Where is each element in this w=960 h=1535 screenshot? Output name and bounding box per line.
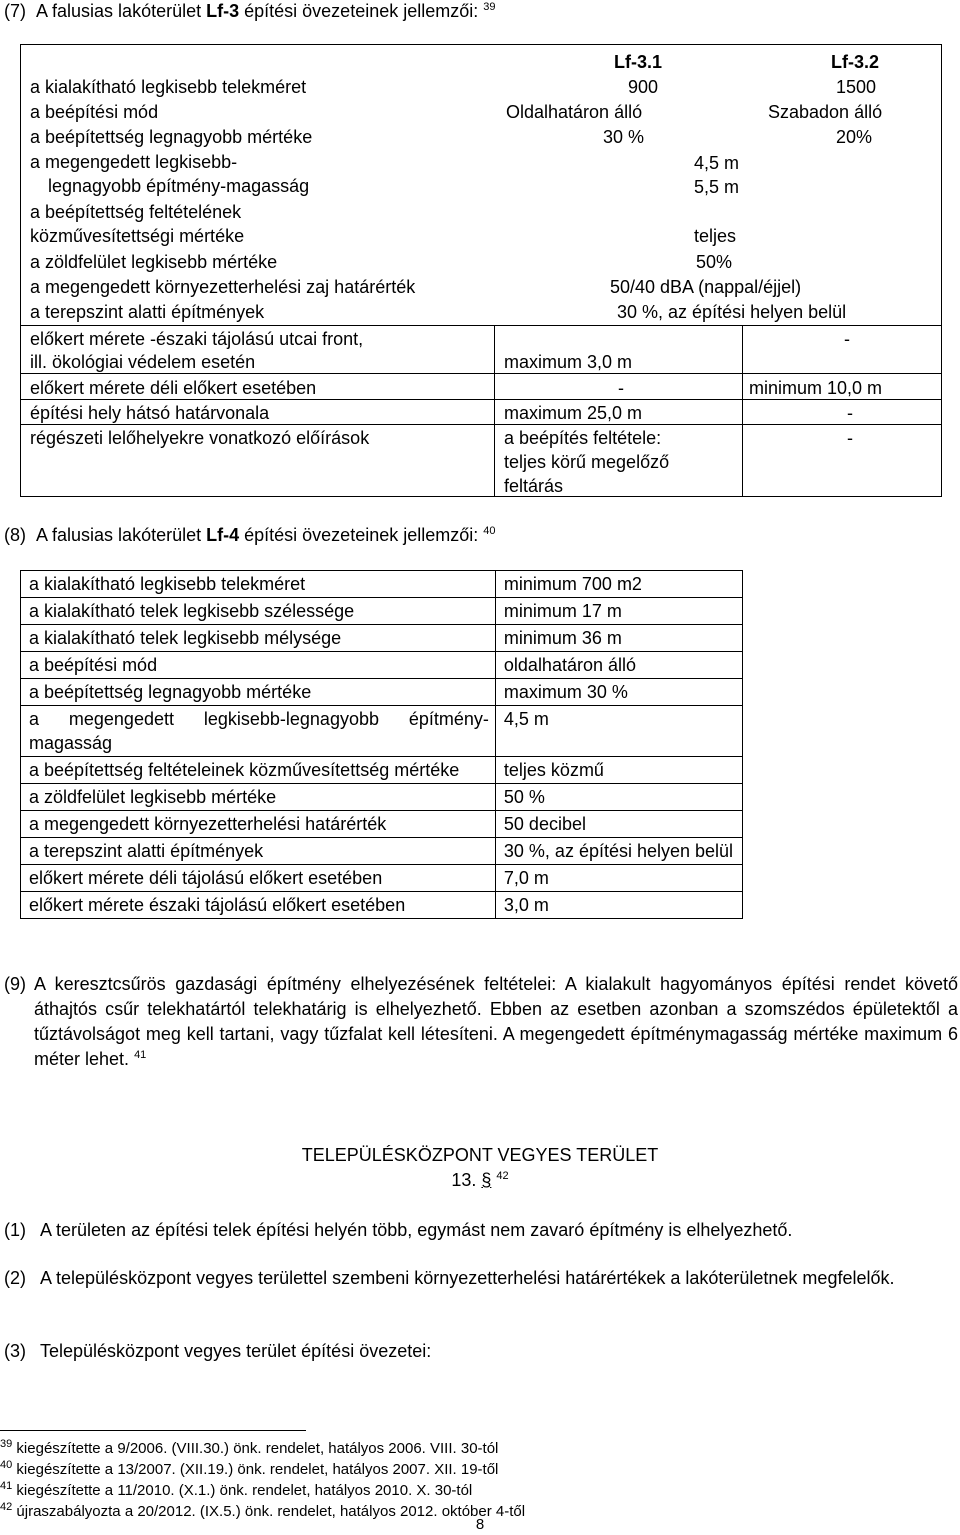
table-row — [21, 784, 743, 811]
paragraph-number: (1) — [4, 1220, 26, 1240]
table-cell: minimum 36 m — [495, 625, 742, 652]
table-row — [21, 811, 743, 838]
paragraph-9 — [34, 972, 958, 1075]
table-cell: oldalhatáron álló — [495, 652, 742, 679]
table-divider — [21, 399, 941, 400]
footnote-text: kiegészítette a 11/2010. (X.1.) önk. rendelet, hatályos 2010. X. 30-tól — [16, 1482, 473, 1499]
table-header-lf32: Lf-3.2 — [831, 52, 880, 72]
table-row-label: a kialakítható legkisebb telekméret — [30, 77, 307, 97]
paragraph-number: (2) — [4, 1268, 26, 1288]
table-cell: minimum 700 m2 — [495, 571, 742, 598]
table-row-label: közművesítettségi mértéke — [30, 226, 245, 246]
table-row — [21, 757, 743, 784]
section-paragraph-2: A településközpont vegyes területtel szembeni környezetterhelési határértékek a lakóterületnek megfelelők. — [40, 1268, 895, 1288]
table-cell: 4,5 m — [495, 706, 742, 757]
paragraph-symbol: § — [481, 1170, 492, 1190]
paragraph-number: (7) — [4, 1, 26, 21]
table-cell: teljes — [694, 226, 737, 246]
table-divider — [21, 424, 941, 425]
table-cell: - — [844, 329, 850, 349]
table-row — [21, 625, 743, 652]
table-row — [21, 892, 743, 919]
footnote-number: 39 — [0, 1438, 13, 1450]
table-cell: - — [847, 403, 853, 423]
table-row-label: a megengedett környezetterhelési határérték — [21, 811, 496, 838]
table-row-label: a terepszint alatti építmények — [30, 302, 265, 322]
table-row — [21, 838, 743, 865]
table-cell: a beépítés feltétele: — [504, 428, 662, 448]
table-cell: 7,0 m — [495, 865, 742, 892]
table-cell: 50 decibel — [495, 811, 742, 838]
table-cell: Oldalhatáron álló — [506, 102, 643, 122]
paragraph-7-heading — [4, 0, 496, 25]
section-paragraph-1: A területen az építési telek építési helyén több, egymást nem zavaró építmény is elhelyezhető. — [40, 1220, 793, 1240]
table-row-label: a megengedett legkisebb-legnagyobb építmény-magasság — [21, 706, 496, 757]
table-row-label: előkert mérete déli előkert esetében — [30, 378, 317, 398]
table-row-label: a terepszint alatti építmények — [21, 838, 496, 865]
footnote-number: 40 — [0, 1459, 13, 1471]
table-cell: teljes körű megelőző — [504, 452, 670, 472]
table-cell: Szabadon álló — [768, 102, 883, 122]
paragraph-number: (3) — [4, 1341, 26, 1361]
table-divider — [21, 325, 941, 326]
table-row — [21, 706, 743, 757]
lf3-table — [20, 44, 942, 497]
footnote-ref: 40 — [483, 525, 496, 537]
table-row-label: a kialakítható telek legkisebb szélessége — [21, 598, 496, 625]
table-cell: 30 %, az építési helyen belül — [495, 838, 742, 865]
table-divider — [494, 325, 495, 496]
table-row-label: ill. ökológiai védelem esetén — [30, 352, 256, 372]
table-cell: minimum 17 m — [495, 598, 742, 625]
table-divider — [21, 373, 941, 374]
table-row-label: a beépítési mód — [30, 102, 159, 122]
footnote-ref: 39 — [483, 1, 496, 13]
table-cell: 50/40 dBA (nappal/éjjel) — [610, 277, 802, 297]
table-cell: 50% — [696, 252, 733, 272]
section-number-text: 13. — [451, 1170, 477, 1190]
footnote-ref: 41 — [134, 1049, 147, 1061]
table-row-label: a zöldfelület legkisebb mértéke — [21, 784, 496, 811]
paragraph-text-2: építési övezeteinek jellemzői: — [239, 525, 484, 545]
table-row-label: a zöldfelület legkisebb mértéke — [30, 252, 278, 272]
table-row-label: építési hely hátsó határvonala — [30, 403, 270, 423]
footnote-text: újraszabályozta a 20/2012. (IX.5.) önk. rendelet, hatályos 2012. október 4-től — [16, 1503, 526, 1520]
table-row-label: a beépítettség feltételének — [30, 202, 242, 222]
table-row-label: a megengedett környezetterhelési zaj határérték — [30, 277, 416, 297]
table-row-label: a beépítési mód — [21, 652, 496, 679]
table-cell: 5,5 m — [694, 177, 740, 197]
table-cell: - — [847, 428, 853, 448]
table-row-label: a kialakítható legkisebb telekméret — [21, 571, 496, 598]
table-cell: maximum 30 % — [495, 679, 742, 706]
table-cell: maximum 3,0 m — [504, 352, 633, 372]
table-row-label: a beépítettség feltételeinek közművesítettség mértéke — [21, 757, 496, 784]
table-cell: feltárás — [504, 476, 564, 496]
table-row — [21, 679, 743, 706]
table-row — [21, 571, 743, 598]
footnote-text: kiegészítette a 9/2006. (VIII.30.) önk. rendelet, hatályos 2006. VIII. 30-tól — [16, 1440, 499, 1457]
table-row — [21, 598, 743, 625]
table-row-label: a beépítettség legnagyobb mértéke — [21, 679, 496, 706]
table-cell: - — [618, 378, 624, 398]
paragraph-text-2: építési övezeteinek jellemzői: — [239, 1, 484, 21]
footnote-number: 42 — [0, 1501, 13, 1513]
table-row-label: a beépítettség legnagyobb mértéke — [30, 127, 313, 147]
table-divider — [742, 325, 743, 496]
footnote-number: 41 — [0, 1480, 13, 1492]
table-cell: 20% — [836, 127, 873, 147]
lf4-table — [20, 570, 743, 919]
zone-code: Lf-4 — [206, 525, 240, 545]
table-cell: 900 — [628, 77, 659, 97]
footnote — [0, 1440, 498, 1459]
footnote-ref: 42 — [496, 1170, 509, 1182]
table-row-label: régészeti lelőhelyekre vonatkozó előírások — [30, 428, 370, 448]
table-row-label: előkert mérete déli tájolású előkert esetében — [21, 865, 496, 892]
table-row-label: előkert mérete -északi tájolású utcai front, — [30, 329, 364, 349]
table-row — [21, 652, 743, 679]
paragraph-number: (8) — [4, 525, 26, 545]
table-cell: 30 %, az építési helyen belül — [617, 302, 847, 322]
paragraph-text: A keresztcsűrös gazdasági építmény elhelyezésének feltételei: A kialakult hagyományos építési rendet követő áthajtós csűr telekhatártól telekhatárig is elhelyezhető. Ebben az esetben azonban a szomszédos épületektől a tűztávolságot meg kell tartani, vagy tűzfalat kell létesíteni. A megengedett építménymagasság mértéke maximum 6 méter lehet. — [34, 974, 958, 1069]
table-cell: 4,5 m — [694, 153, 740, 173]
table-cell: 30 % — [603, 127, 645, 147]
paragraph-8-heading — [4, 524, 496, 549]
table-row-label: előkert mérete északi tájolású előkert esetében — [21, 892, 496, 919]
table-cell: 50 % — [495, 784, 742, 811]
paragraph-text: A falusias lakóterület — [36, 525, 207, 545]
table-cell: teljes közmű — [495, 757, 742, 784]
paragraph-text: A falusias lakóterület — [36, 1, 207, 21]
table-cell: minimum 10,0 m — [749, 378, 883, 398]
section-title: TELEPÜLÉSKÖZPONT VEGYES TERÜLET — [301, 1145, 659, 1165]
table-row — [21, 865, 743, 892]
footnote-separator — [0, 1430, 306, 1431]
table-cell: 3,0 m — [495, 892, 742, 919]
page-number: 8 — [475, 1516, 485, 1533]
footnote — [0, 1461, 498, 1480]
section-paragraph-3: Településközpont vegyes terület építési övezetei: — [40, 1341, 432, 1361]
table-cell: maximum 25,0 m — [504, 403, 643, 423]
table-row-label: legnagyobb építmény-magasság — [48, 176, 310, 196]
paragraph-number: (9) — [4, 974, 26, 994]
footnote — [0, 1482, 472, 1501]
table-header-lf31: Lf-3.1 — [614, 52, 663, 72]
zone-code: Lf-3 — [206, 1, 240, 21]
table-row-label: a megengedett legkisebb- — [30, 152, 238, 172]
table-row-label: a kialakítható telek legkisebb mélysége — [21, 625, 496, 652]
table-cell: 1500 — [836, 77, 877, 97]
section-number — [0, 1168, 960, 1196]
footnote-text: kiegészítette a 13/2007. (XII.19.) önk. rendelet, hatályos 2007. XII. 19-től — [16, 1461, 499, 1478]
